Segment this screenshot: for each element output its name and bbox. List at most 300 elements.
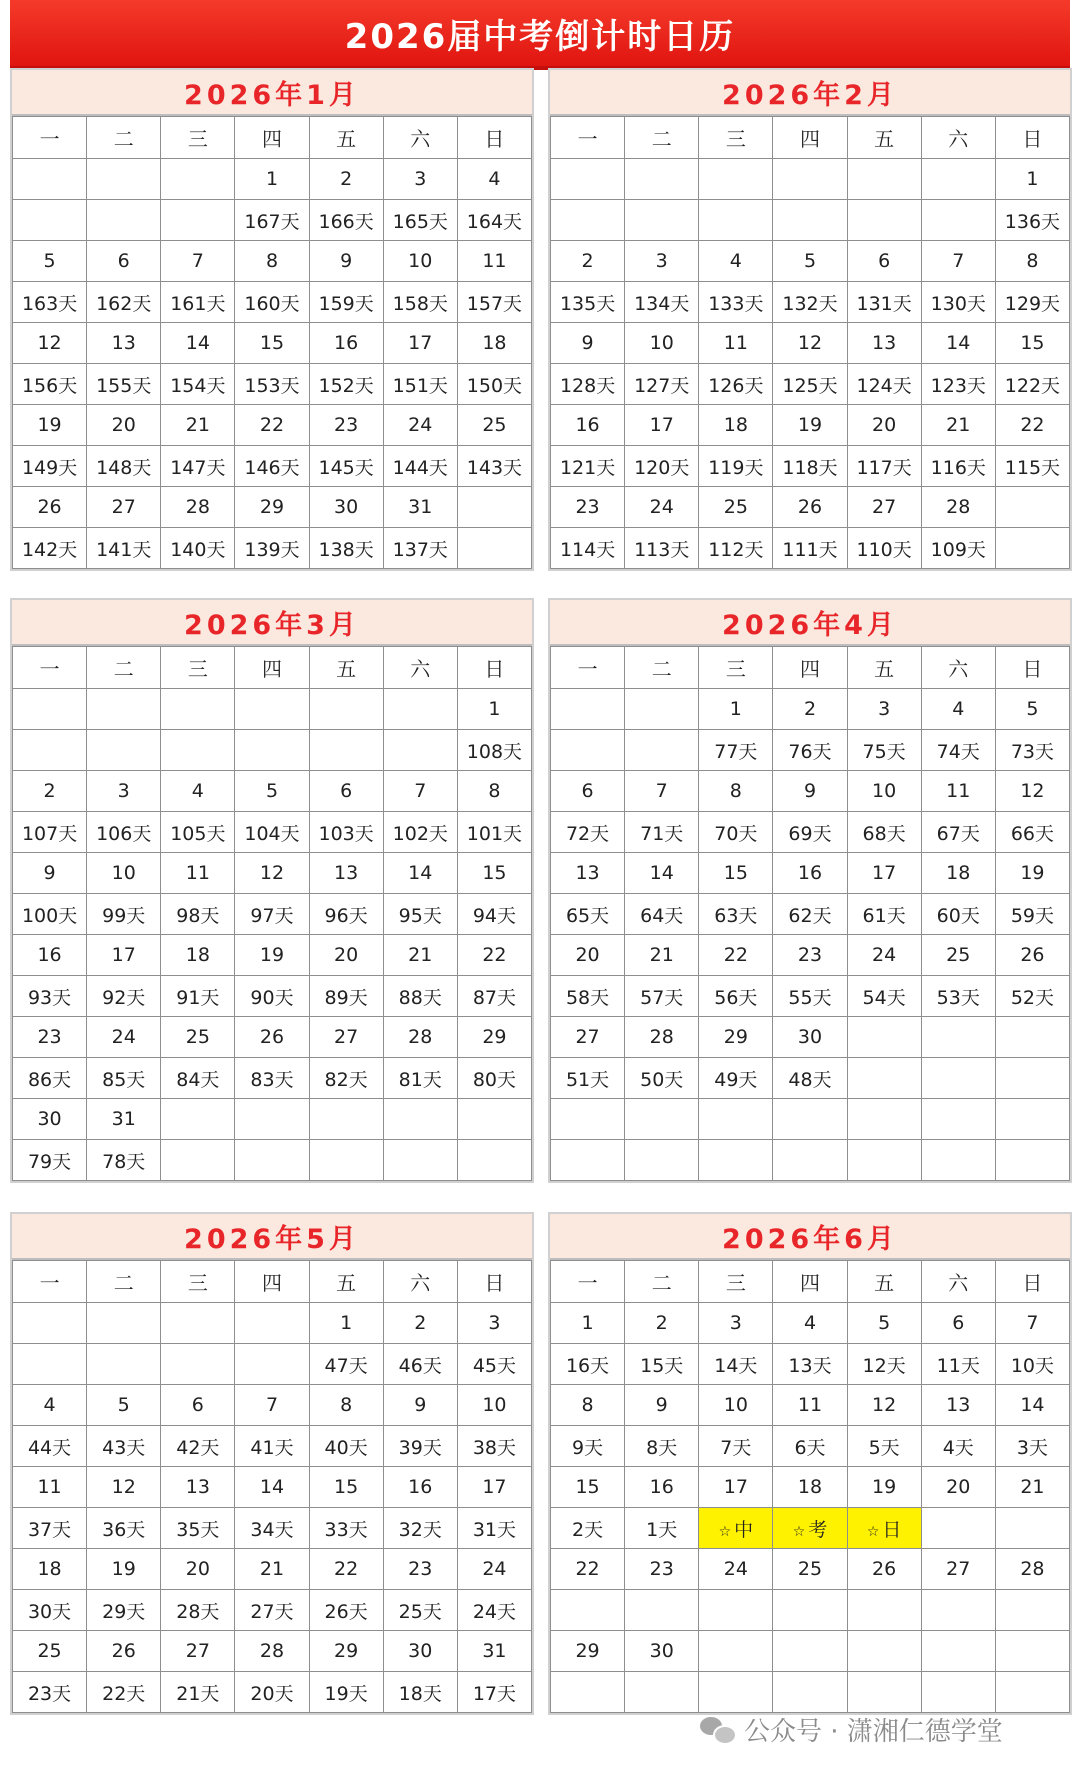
countdown-cell: 26天 <box>309 1590 383 1631</box>
date-cell <box>87 159 161 200</box>
date-cell: 16 <box>13 935 87 976</box>
countdown-cell: 83天 <box>235 1058 309 1099</box>
date-cell: 29 <box>699 1017 773 1058</box>
date-cell <box>995 1099 1069 1140</box>
countdown-cell: 39天 <box>383 1426 457 1467</box>
date-cell <box>847 1631 921 1672</box>
date-cell: 20 <box>921 1467 995 1508</box>
month-table <box>12 1260 532 1713</box>
countdown-cell: 57天 <box>625 976 699 1017</box>
date-cell: 21 <box>921 405 995 446</box>
date-cell: 24 <box>625 487 699 528</box>
date-cell: 27 <box>921 1549 995 1590</box>
countdown-cell: 1天 <box>625 1508 699 1549</box>
weekday-header-row <box>551 647 1070 689</box>
countdown-cell: 101天 <box>457 812 531 853</box>
countdown-cell: 141天 <box>87 528 161 569</box>
date-cell: 3 <box>625 241 699 282</box>
countdown-cell: 46天 <box>383 1344 457 1385</box>
weekday-label: 日 <box>995 647 1069 689</box>
weekday-label: 四 <box>773 647 847 689</box>
date-cell: 15 <box>235 323 309 364</box>
countdown-row <box>551 364 1070 405</box>
date-cell <box>457 1099 531 1140</box>
countdown-cell: 102天 <box>383 812 457 853</box>
date-cell: 27 <box>847 487 921 528</box>
date-cell: 24 <box>699 1549 773 1590</box>
countdown-cell <box>551 1140 625 1181</box>
countdown-cell: 156天 <box>13 364 87 405</box>
date-cell: 24 <box>457 1549 531 1590</box>
countdown-cell: 165天 <box>383 200 457 241</box>
date-cell: 30 <box>625 1631 699 1672</box>
countdown-cell: 127天 <box>625 364 699 405</box>
countdown-cell: 150天 <box>457 364 531 405</box>
date-cell: 8 <box>235 241 309 282</box>
date-cell: 23 <box>773 935 847 976</box>
countdown-cell: 53天 <box>921 976 995 1017</box>
countdown-cell: 11天 <box>921 1344 995 1385</box>
date-cell <box>551 689 625 730</box>
countdown-cell: 95天 <box>383 894 457 935</box>
countdown-cell: 4天 <box>921 1426 995 1467</box>
date-cell: 18 <box>13 1549 87 1590</box>
countdown-cell: 22天 <box>87 1672 161 1713</box>
date-cell: 10 <box>625 323 699 364</box>
month-title: 2026年4月 <box>550 600 1070 646</box>
wechat-icon <box>700 1715 734 1743</box>
month-table <box>12 116 532 569</box>
countdown-cell <box>773 200 847 241</box>
month-block <box>548 598 1072 1183</box>
countdown-row <box>551 1426 1070 1467</box>
countdown-cell: 3天 <box>995 1426 1069 1467</box>
countdown-cell: 67天 <box>921 812 995 853</box>
countdown-row <box>551 1672 1070 1713</box>
date-cell <box>309 689 383 730</box>
date-row <box>13 405 532 446</box>
date-cell: 17 <box>457 1467 531 1508</box>
date-cell: 10 <box>847 771 921 812</box>
countdown-row <box>13 976 532 1017</box>
date-cell: 26 <box>13 487 87 528</box>
date-cell <box>309 1099 383 1140</box>
date-cell: 12 <box>773 323 847 364</box>
countdown-cell <box>699 1672 773 1713</box>
weekday-label: 日 <box>995 117 1069 159</box>
date-row <box>551 1385 1070 1426</box>
month-table <box>550 116 1070 569</box>
countdown-cell: 50天 <box>625 1058 699 1099</box>
countdown-cell: 54天 <box>847 976 921 1017</box>
countdown-cell: 43天 <box>87 1426 161 1467</box>
month-title: 2026年3月 <box>12 600 532 646</box>
countdown-cell: 152天 <box>309 364 383 405</box>
month-block <box>548 68 1072 571</box>
countdown-cell: 108天 <box>457 730 531 771</box>
countdown-row <box>551 1508 1070 1549</box>
date-cell: 6 <box>551 771 625 812</box>
date-cell: 24 <box>383 405 457 446</box>
countdown-row <box>13 812 532 853</box>
date-cell <box>921 1099 995 1140</box>
date-cell: 2 <box>13 771 87 812</box>
weekday-label: 五 <box>309 117 383 159</box>
date-cell <box>383 689 457 730</box>
countdown-cell <box>383 1140 457 1181</box>
date-cell: 20 <box>161 1549 235 1590</box>
weekday-label: 三 <box>161 1261 235 1303</box>
weekday-label: 二 <box>87 117 161 159</box>
date-row <box>551 159 1070 200</box>
date-cell: 13 <box>87 323 161 364</box>
countdown-cell <box>995 1140 1069 1181</box>
countdown-row <box>551 446 1070 487</box>
countdown-row <box>551 1058 1070 1099</box>
date-cell: 12 <box>87 1467 161 1508</box>
date-cell: 4 <box>457 159 531 200</box>
countdown-cell: 71天 <box>625 812 699 853</box>
date-cell: 3 <box>847 689 921 730</box>
countdown-row <box>551 528 1070 569</box>
date-cell: 6 <box>847 241 921 282</box>
date-cell: 26 <box>87 1631 161 1672</box>
countdown-cell <box>921 1590 995 1631</box>
countdown-cell: 33天 <box>309 1508 383 1549</box>
countdown-cell: 162天 <box>87 282 161 323</box>
date-cell <box>773 159 847 200</box>
date-cell: 20 <box>551 935 625 976</box>
date-cell: 26 <box>995 935 1069 976</box>
countdown-cell: 7天 <box>699 1426 773 1467</box>
date-cell: 30 <box>383 1631 457 1672</box>
countdown-cell: 109天 <box>921 528 995 569</box>
date-row <box>13 1467 532 1508</box>
date-cell <box>551 159 625 200</box>
date-cell: 7 <box>625 771 699 812</box>
countdown-cell: 94天 <box>457 894 531 935</box>
date-cell: 30 <box>13 1099 87 1140</box>
countdown-cell: 166天 <box>309 200 383 241</box>
countdown-cell: 151天 <box>383 364 457 405</box>
countdown-row <box>551 976 1070 1017</box>
countdown-cell: 116天 <box>921 446 995 487</box>
countdown-cell: 136天 <box>995 200 1069 241</box>
countdown-cell: 78天 <box>87 1140 161 1181</box>
countdown-cell: 42天 <box>161 1426 235 1467</box>
date-row <box>551 1303 1070 1344</box>
date-cell: 28 <box>921 487 995 528</box>
date-cell: 3 <box>457 1303 531 1344</box>
watermark-text: 公众号 · 潇湘仁德学堂 <box>744 1716 1003 1747</box>
countdown-cell: 122天 <box>995 364 1069 405</box>
date-cell <box>161 159 235 200</box>
countdown-cell: 28天 <box>161 1590 235 1631</box>
date-cell <box>625 159 699 200</box>
countdown-row <box>551 282 1070 323</box>
countdown-cell: 14天 <box>699 1344 773 1385</box>
date-cell: 20 <box>87 405 161 446</box>
date-cell: 19 <box>773 405 847 446</box>
month-block <box>548 1212 1072 1715</box>
weekday-header-row <box>13 1261 532 1303</box>
weekday-label: 四 <box>235 647 309 689</box>
date-cell: 4 <box>773 1303 847 1344</box>
date-cell: 9 <box>773 771 847 812</box>
date-cell: 4 <box>161 771 235 812</box>
date-cell: 5 <box>995 689 1069 730</box>
date-cell: 8 <box>457 771 531 812</box>
countdown-cell <box>921 1140 995 1181</box>
date-cell: 27 <box>161 1631 235 1672</box>
countdown-cell <box>699 200 773 241</box>
countdown-cell <box>87 730 161 771</box>
countdown-cell: 124天 <box>847 364 921 405</box>
countdown-cell: 88天 <box>383 976 457 1017</box>
weekday-header-row <box>13 117 532 159</box>
exam-day-label: 中 <box>734 1518 754 1541</box>
date-cell: 28 <box>235 1631 309 1672</box>
countdown-cell: 63天 <box>699 894 773 935</box>
date-cell: 12 <box>847 1385 921 1426</box>
weekday-label: 五 <box>847 647 921 689</box>
countdown-cell <box>625 1140 699 1181</box>
date-row <box>551 771 1070 812</box>
date-cell: 18 <box>457 323 531 364</box>
countdown-cell: 149天 <box>13 446 87 487</box>
countdown-cell <box>625 1672 699 1713</box>
date-cell: 11 <box>773 1385 847 1426</box>
date-cell: 23 <box>13 1017 87 1058</box>
countdown-cell: 118天 <box>773 446 847 487</box>
date-cell: 5 <box>847 1303 921 1344</box>
date-cell <box>773 1099 847 1140</box>
countdown-cell <box>773 1140 847 1181</box>
date-cell: 15 <box>551 1467 625 1508</box>
weekday-label: 五 <box>847 1261 921 1303</box>
month-block <box>10 1212 534 1715</box>
countdown-row <box>551 1590 1070 1631</box>
countdown-cell: 59天 <box>995 894 1069 935</box>
month-title: 2026年6月 <box>550 1214 1070 1260</box>
date-cell: 27 <box>309 1017 383 1058</box>
countdown-cell: 75天 <box>847 730 921 771</box>
countdown-cell: 103天 <box>309 812 383 853</box>
countdown-cell: 80天 <box>457 1058 531 1099</box>
date-row <box>13 1303 532 1344</box>
date-cell: 9 <box>13 853 87 894</box>
date-cell <box>995 487 1069 528</box>
countdown-cell: 61天 <box>847 894 921 935</box>
countdown-cell: 30天 <box>13 1590 87 1631</box>
date-cell: 10 <box>457 1385 531 1426</box>
countdown-cell: 112天 <box>699 528 773 569</box>
month-table <box>12 646 532 1181</box>
date-cell: 23 <box>309 405 383 446</box>
countdown-cell <box>235 1140 309 1181</box>
countdown-cell: 81天 <box>383 1058 457 1099</box>
countdown-cell <box>921 1672 995 1713</box>
date-cell: 19 <box>13 405 87 446</box>
date-cell: 23 <box>625 1549 699 1590</box>
exam-day-label: 考 <box>808 1518 828 1541</box>
weekday-label: 三 <box>699 647 773 689</box>
date-cell: 25 <box>161 1017 235 1058</box>
date-cell: 15 <box>309 1467 383 1508</box>
date-cell <box>625 1099 699 1140</box>
month-table <box>550 646 1070 1181</box>
date-row <box>13 1385 532 1426</box>
countdown-cell <box>551 200 625 241</box>
countdown-row <box>13 446 532 487</box>
star-icon: ☆ <box>718 1523 732 1540</box>
date-row <box>551 487 1070 528</box>
date-row <box>551 1467 1070 1508</box>
month-title: 2026年5月 <box>12 1214 532 1260</box>
countdown-cell: 72天 <box>551 812 625 853</box>
weekday-label: 六 <box>921 117 995 159</box>
countdown-cell: 113天 <box>625 528 699 569</box>
countdown-cell: 18天 <box>383 1672 457 1713</box>
date-cell: 16 <box>551 405 625 446</box>
countdown-cell: 31天 <box>457 1508 531 1549</box>
date-cell: 19 <box>995 853 1069 894</box>
date-row <box>13 487 532 528</box>
countdown-cell <box>87 1344 161 1385</box>
month-table <box>550 1260 1070 1713</box>
countdown-cell: 137天 <box>383 528 457 569</box>
date-cell: 31 <box>87 1099 161 1140</box>
countdown-cell <box>921 200 995 241</box>
countdown-cell: 23天 <box>13 1672 87 1713</box>
weekday-label: 四 <box>235 117 309 159</box>
countdown-cell: 60天 <box>921 894 995 935</box>
countdown-cell: 160天 <box>235 282 309 323</box>
countdown-cell <box>847 1140 921 1181</box>
countdown-cell: 135天 <box>551 282 625 323</box>
date-cell: 9 <box>309 241 383 282</box>
countdown-cell: 126天 <box>699 364 773 405</box>
countdown-row <box>13 200 532 241</box>
countdown-row <box>13 1140 532 1181</box>
countdown-cell <box>699 1140 773 1181</box>
countdown-cell: 131天 <box>847 282 921 323</box>
countdown-cell: 51天 <box>551 1058 625 1099</box>
date-cell: 12 <box>235 853 309 894</box>
date-row <box>13 159 532 200</box>
countdown-row <box>551 730 1070 771</box>
weekday-label: 四 <box>235 1261 309 1303</box>
weekday-label: 三 <box>161 647 235 689</box>
date-cell: 16 <box>773 853 847 894</box>
date-cell: 12 <box>13 323 87 364</box>
countdown-cell: 27天 <box>235 1590 309 1631</box>
date-cell: 18 <box>921 853 995 894</box>
date-cell: 1 <box>995 159 1069 200</box>
weekday-label: 四 <box>773 1261 847 1303</box>
date-cell: 20 <box>847 405 921 446</box>
countdown-cell <box>847 1672 921 1713</box>
date-cell: 1 <box>235 159 309 200</box>
weekday-label: 日 <box>995 1261 1069 1303</box>
date-cell: 10 <box>87 853 161 894</box>
countdown-cell <box>161 200 235 241</box>
date-cell: 22 <box>551 1549 625 1590</box>
countdown-cell <box>699 1590 773 1631</box>
countdown-cell: 121天 <box>551 446 625 487</box>
countdown-cell: 154天 <box>161 364 235 405</box>
date-cell: 7 <box>161 241 235 282</box>
page-banner <box>10 0 1070 70</box>
countdown-cell <box>309 1140 383 1181</box>
date-cell <box>457 487 531 528</box>
countdown-cell: 89天 <box>309 976 383 1017</box>
countdown-cell: 87天 <box>457 976 531 1017</box>
countdown-cell: 123天 <box>921 364 995 405</box>
countdown-cell <box>921 1058 995 1099</box>
date-cell <box>995 1631 1069 1672</box>
exam-day-cell <box>847 1508 921 1549</box>
countdown-cell: 134天 <box>625 282 699 323</box>
countdown-cell <box>921 1508 995 1549</box>
date-cell: 28 <box>995 1549 1069 1590</box>
countdown-row <box>13 1508 532 1549</box>
countdown-cell <box>13 1344 87 1385</box>
countdown-cell: 13天 <box>773 1344 847 1385</box>
date-cell: 11 <box>161 853 235 894</box>
date-cell: 5 <box>235 771 309 812</box>
date-cell: 8 <box>309 1385 383 1426</box>
countdown-cell <box>235 730 309 771</box>
date-cell: 19 <box>87 1549 161 1590</box>
date-cell: 21 <box>995 1467 1069 1508</box>
countdown-cell: 90天 <box>235 976 309 1017</box>
countdown-cell: 16天 <box>551 1344 625 1385</box>
countdown-cell: 96天 <box>309 894 383 935</box>
month-title: 2026年2月 <box>550 70 1070 116</box>
date-cell: 15 <box>457 853 531 894</box>
date-cell: 29 <box>235 487 309 528</box>
date-row <box>551 853 1070 894</box>
date-cell: 9 <box>383 1385 457 1426</box>
countdown-cell <box>457 1140 531 1181</box>
weekday-label: 日 <box>457 117 531 159</box>
countdown-cell: 147天 <box>161 446 235 487</box>
countdown-row <box>13 1672 532 1713</box>
countdown-cell: 145天 <box>309 446 383 487</box>
countdown-cell: 115天 <box>995 446 1069 487</box>
countdown-cell: 79天 <box>13 1140 87 1181</box>
countdown-row <box>13 1058 532 1099</box>
date-cell: 7 <box>235 1385 309 1426</box>
countdown-cell: 129天 <box>995 282 1069 323</box>
date-cell <box>235 1099 309 1140</box>
countdown-cell: 106天 <box>87 812 161 853</box>
weekday-label: 日 <box>457 647 531 689</box>
date-cell: 8 <box>699 771 773 812</box>
countdown-cell: 41天 <box>235 1426 309 1467</box>
countdown-cell <box>383 730 457 771</box>
countdown-cell: 8天 <box>625 1426 699 1467</box>
countdown-cell: 99天 <box>87 894 161 935</box>
countdown-row <box>13 894 532 935</box>
countdown-cell: 2天 <box>551 1508 625 1549</box>
date-row <box>551 1099 1070 1140</box>
date-row <box>13 1099 532 1140</box>
countdown-cell <box>161 1344 235 1385</box>
date-cell: 6 <box>161 1385 235 1426</box>
countdown-cell: 138天 <box>309 528 383 569</box>
